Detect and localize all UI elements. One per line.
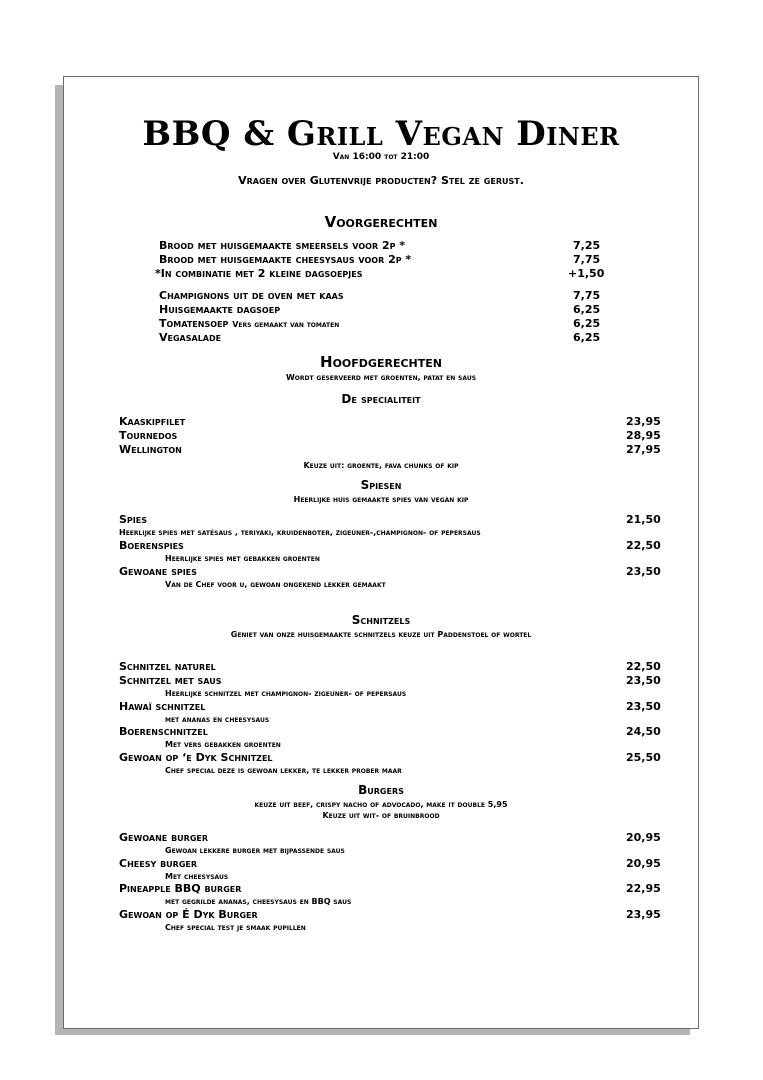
- item-name: Pineapple BBQ burger: [119, 882, 242, 895]
- item-name: Vegasalade: [159, 331, 222, 344]
- section-title-specialiteit: De specialiteit: [341, 392, 421, 406]
- item-name: Wellington: [119, 443, 182, 456]
- item-name: Schnitzel naturel: [119, 660, 216, 673]
- item-name: Champignons uit de oven met kaas: [159, 289, 344, 302]
- section-title-spiesen: Spiesen: [360, 478, 402, 492]
- item-name: Boerenspies: [119, 539, 184, 552]
- section-title-hoofdgerechten: Hoofdgerechten: [320, 353, 442, 371]
- item-name: Schnitzel met saus: [119, 674, 222, 687]
- item-price: 28,95: [626, 429, 661, 442]
- item-name: Boerenschnitzel: [119, 725, 208, 738]
- item-price: 27,95: [626, 443, 661, 456]
- item-description: met gegrilde ananas, cheesysaus en BBQ saus: [165, 897, 352, 906]
- item-name: Gewoane burger: [119, 831, 209, 844]
- item-name: Gewoan op ‘e Dyk Schnitzel: [119, 751, 273, 764]
- item-price: 25,50: [626, 751, 661, 764]
- item-description: Gewoan lekkere burger met bijpassende saus: [165, 846, 345, 855]
- section-title-burgers: Burgers: [358, 783, 404, 797]
- item-price: 23,50: [626, 565, 661, 578]
- item-name: Kaaskipfilet: [119, 415, 186, 428]
- section-subtitle: Wordt geserveerd met groenten, patat en saus: [285, 373, 477, 382]
- section-subtitle: Heerlijke huis gemaakte spies van vegan kip: [293, 495, 469, 504]
- item-price: 23,50: [626, 700, 661, 713]
- item-price: 23,95: [626, 415, 661, 428]
- item-name-note: Vers gemaakt van tomaten: [232, 320, 340, 329]
- item-price: 6,25: [573, 317, 601, 330]
- section-subtitle: Keuze uit wit- of bruinbrood: [322, 811, 440, 820]
- item-price: 7,75: [573, 289, 601, 302]
- item-name: Huisgemaakte dagsoep: [159, 303, 281, 316]
- item-price: +1,50: [568, 267, 605, 280]
- item-price: 22,95: [626, 882, 661, 895]
- item-description: Van de Chef voor u, gewoan ongekend lekker gemaakt: [165, 580, 386, 589]
- item-name: *In combinatie met 2 kleine dagsoepjes: [155, 267, 363, 280]
- item-price: 22,50: [626, 539, 661, 552]
- item-name: Tournedos: [119, 429, 178, 442]
- item-name: Gewoane spies: [119, 565, 197, 578]
- item-description: Chef special deze is gewoan lekker, te lekker prober maar: [165, 766, 402, 775]
- item-price: 20,95: [626, 831, 661, 844]
- item-description: Met cheesysaus: [165, 872, 229, 881]
- item-price: 7,75: [573, 253, 601, 266]
- section-subtitle: Geniet van onze huisgemaakte schnitzels keuze uit Paddenstoel of wortel: [230, 630, 532, 639]
- item-description: Heerlijke spies met satésaus , teriyaki, kruidenboter, zigeuner-,champignon- of pepersaus: [119, 528, 481, 537]
- item-price: 20,95: [626, 857, 661, 870]
- item-description: Heerlijke schnitzel met champignon- zigeuner- of pepersaus: [165, 689, 407, 698]
- item-price: 6,25: [573, 331, 601, 344]
- section-subtitle: keuze uit beef, crispy nacho of advocado, make it double 5,95: [254, 800, 508, 809]
- opening-hours: Van 16:00 tot 21:00: [332, 152, 430, 162]
- item-price: 7,25: [573, 239, 601, 252]
- gluten-note: Vragen over Glutenvrije producten? Stel ze gerust.: [238, 174, 524, 187]
- item-price: 21,50: [626, 513, 661, 526]
- item-description: met ananas en cheesysaus: [165, 715, 270, 724]
- item-name: Spies: [119, 513, 147, 526]
- menu-title: BBQ & Grill Vegan Diner: [142, 114, 620, 154]
- item-price: 23,50: [626, 674, 661, 687]
- item-price: 6,25: [573, 303, 601, 316]
- menu-page: [63, 76, 699, 1029]
- item-price: 22,50: [626, 660, 661, 673]
- item-description: Met vers gebakken groenten: [165, 740, 281, 749]
- section-title-schnitzels: Schnitzels: [351, 613, 411, 627]
- item-description: Heerlijke spies met gebakken groenten: [165, 554, 320, 563]
- item-description: Chef special test je smaak pupillen: [165, 923, 306, 932]
- section-title-voorgerechten: Voorgerechten: [324, 213, 438, 231]
- item-name: Hawaï schnitzel: [119, 700, 206, 713]
- item-name: Cheesy burger: [119, 857, 198, 870]
- item-name: Brood met huisgemaakte cheesysaus voor 2p *: [159, 253, 412, 266]
- item-name: Brood met huisgemaakte smeersels voor 2p *: [159, 239, 406, 252]
- item-price: 24,50: [626, 725, 661, 738]
- item-name: Tomatensoep Vers gemaakt van tomaten: [159, 317, 340, 330]
- item-price: 23,95: [626, 908, 661, 921]
- specialiteit-note: Keuze uit: groente, fava chunks of kip: [303, 461, 459, 470]
- item-name: Gewoan op É Dyk Burger: [119, 908, 258, 921]
